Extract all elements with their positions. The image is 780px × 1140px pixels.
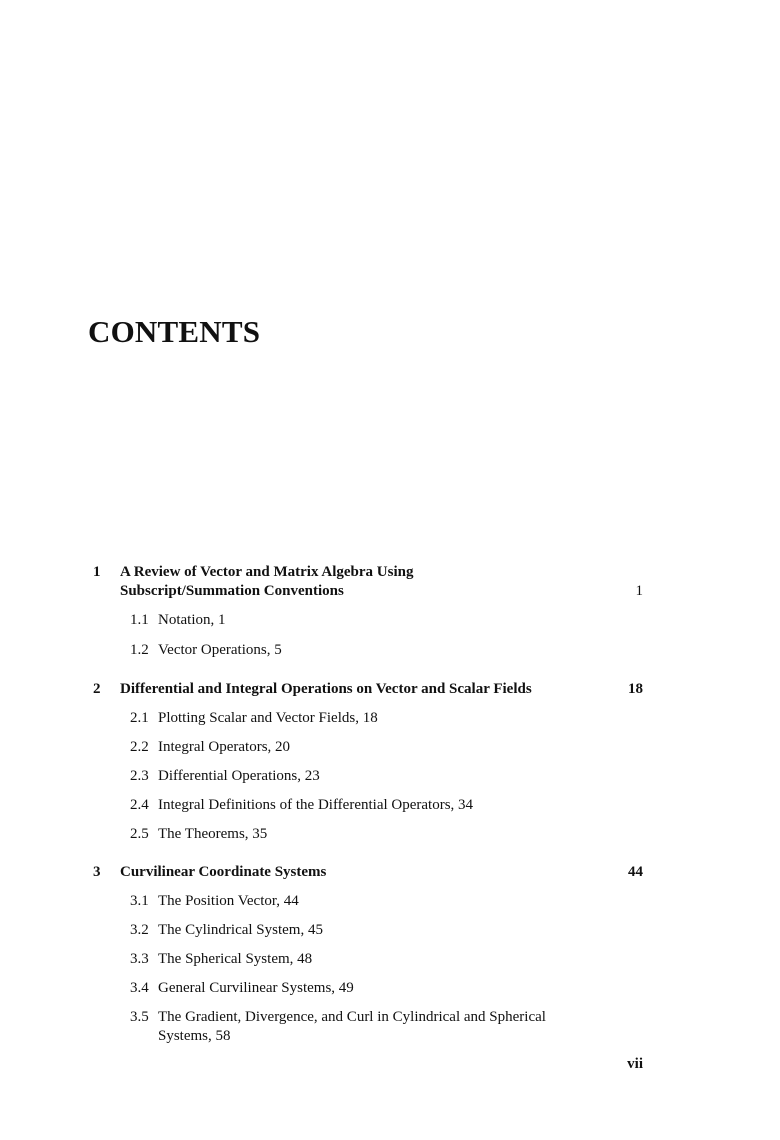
- section-title: Plotting Scalar and Vector Fields, 18: [158, 710, 378, 726]
- toc-section: [0, 1007, 780, 1027]
- section-title: Vector Operations, 5: [158, 642, 282, 658]
- toc-section: [0, 737, 780, 757]
- chapter-title: Curvilinear Coordinate Systems: [120, 864, 327, 880]
- section-title: Differential Operations, 23: [158, 768, 320, 784]
- chapter-title: A Review of Vector and Matrix Algebra Using: [120, 564, 414, 580]
- section-number: 3.2: [130, 922, 149, 938]
- section-title: Integral Definitions of the Differential Operators, 34: [158, 797, 474, 813]
- chapter-number: 3: [93, 864, 101, 880]
- section-title: General Curvilinear Systems, 49: [158, 980, 354, 996]
- section-number: 2.5: [130, 826, 149, 842]
- chapter-number: 1: [93, 564, 101, 580]
- toc-section: [0, 978, 780, 998]
- chapter-number: 2: [93, 681, 101, 697]
- section-title: Integral Operators, 20: [158, 739, 291, 755]
- section-title: The Gradient, Divergence, and Curl in Cylindrical and Spherical: [158, 1009, 546, 1025]
- section-number: 2.3: [130, 768, 149, 784]
- section-number: 2.2: [130, 739, 149, 755]
- chapter-title: Differential and Integral Operations on Vector and Scalar Fields: [120, 681, 532, 697]
- section-title: The Cylindrical System, 45: [158, 922, 323, 938]
- section-number: 3.5: [130, 1009, 149, 1025]
- toc-section: [0, 920, 780, 940]
- section-title-continued: Systems, 58: [158, 1028, 231, 1044]
- chapter-page: 1: [635, 583, 643, 599]
- section-number: 2.1: [130, 710, 149, 726]
- toc-section: [0, 708, 780, 728]
- section-number: 2.4: [130, 797, 149, 813]
- toc-chapter-1: [0, 562, 780, 582]
- section-title: The Theorems, 35: [158, 826, 268, 842]
- page-number: vii: [627, 1056, 643, 1072]
- section-number: 3.4: [130, 980, 149, 996]
- toc-section: [0, 824, 780, 844]
- toc-section: [0, 949, 780, 969]
- chapter-page: 18: [628, 681, 643, 697]
- toc-section: [0, 766, 780, 786]
- page-title: CONTENTS: [88, 314, 261, 349]
- toc-chapter-1-line2: [0, 581, 780, 601]
- chapter-page: 44: [628, 864, 643, 880]
- chapter-title-continued: Subscript/Summation Conventions: [120, 583, 344, 599]
- section-number: 3.1: [130, 893, 149, 909]
- section-title: Notation, 1: [158, 612, 226, 628]
- section-number: 3.3: [130, 951, 149, 967]
- section-number: 1.2: [130, 642, 149, 658]
- toc-section: [0, 610, 780, 630]
- toc-chapter-3: [0, 862, 780, 882]
- section-number: 1.1: [130, 612, 149, 628]
- section-title: The Spherical System, 48: [158, 951, 313, 967]
- section-title: The Position Vector, 44: [158, 893, 299, 909]
- toc-section: [0, 640, 780, 660]
- toc-section-continued: [0, 1026, 780, 1046]
- toc-chapter-2: [0, 679, 780, 699]
- toc-section: [0, 795, 780, 815]
- toc-section: [0, 891, 780, 911]
